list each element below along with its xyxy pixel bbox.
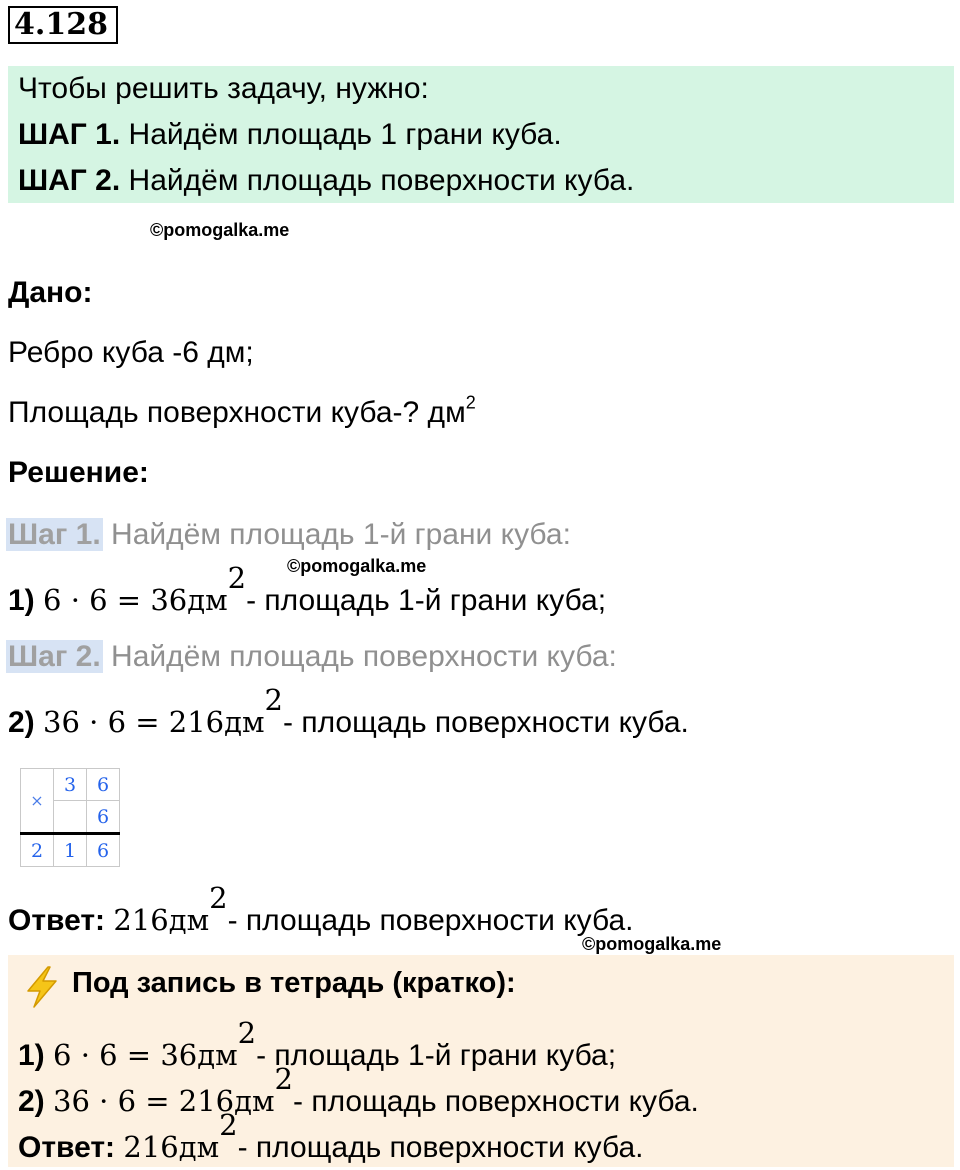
solution-line-1-expression: 6 · 6 = 36дм [43,582,228,617]
notes-box [8,955,954,1167]
solution-step-1-text: Найдём площадь 1-й грани куба: [111,518,571,551]
notes-line-1 [18,1016,617,1073]
calc-empty-cell [54,801,87,834]
plan-step-2-label: ШАГ 2. [18,164,121,197]
solution-line-1-exponent: 2 [227,561,247,595]
answer-text: - площадь поверхности куба. [227,903,634,937]
watermark-2: ©pomogalka.me [287,556,427,576]
solution-step-2-label: Шаг 2. [8,640,101,673]
plan-step-1-text: Найдём площадь 1 грани куба. [128,118,562,151]
solution-line-1-number: 1) [8,583,35,617]
given-area-exponent: 2 [465,392,476,413]
answer-line [8,881,634,938]
plan-step-2 [18,164,634,198]
plan-step-2-text: Найдём площадь поверхности куба. [128,164,635,197]
calc-digit: 3 [54,769,87,801]
given-area-question [8,392,476,430]
watermark-1: ©pomogalka.me [150,220,290,240]
solution-line-2-text: - площадь поверхности куба. [283,705,689,739]
given-heading: Дано: [8,276,93,309]
notes-answer-expression: 216дм [123,1129,220,1164]
plan-step-1 [18,118,562,152]
solution-step-1 [6,518,571,552]
calc-result-digit: 6 [87,834,120,867]
calc-result-digit: 2 [21,834,54,867]
notes-line-1-number: 1) [18,1038,45,1072]
notes-answer [18,1108,644,1165]
notes-line-2-expression: 36 · 6 = 216дм [53,1083,275,1118]
solution-line-2-number: 2) [8,705,35,739]
problem-number: 4.128 [8,6,118,44]
calc-digit: 6 [87,801,120,834]
notes-answer-exponent: 2 [219,1108,238,1142]
plan-box [8,66,954,203]
notes-line-2 [18,1062,699,1119]
answer-label: Ответ: [8,903,106,937]
notes-line-1-exponent: 2 [237,1016,257,1050]
solution-step-1-label: Шаг 1. [8,518,101,551]
lightning-icon [20,965,64,1017]
solution-step-2-text: Найдём площадь поверхности куба: [111,640,617,673]
notes-heading: Под запись в тетрадь (кратко): [72,967,516,999]
column-multiplication [20,768,120,867]
solution-step-2 [6,640,617,674]
solution-line-2-exponent: 2 [264,683,283,717]
notes-line-1-text: - площадь 1-й грани куба; [256,1038,617,1072]
answer-exponent: 2 [209,881,228,915]
plan-step-1-label: ШАГ 1. [18,118,121,151]
given-area-text: Площадь поверхности куба-? дм [8,396,466,429]
solution-line-2 [8,683,689,740]
watermark-3: ©pomogalka.me [582,934,722,954]
notes-line-2-number: 2) [18,1084,45,1118]
answer-expression: 216дм [113,902,210,937]
given-edge: Ребро куба -6 дм; [8,336,254,369]
notes-answer-label: Ответ: [18,1130,116,1164]
plan-intro: Чтобы решить задачу, нужно: [18,72,429,105]
multiply-sign: × [21,769,54,834]
solution-line-1-text: - площадь 1-й грани куба; [246,583,607,617]
notes-line-2-text: - площадь поверхности куба. [293,1084,699,1118]
notes-line-1-expression: 6 · 6 = 36дм [53,1037,238,1072]
calc-result-digit: 1 [54,834,87,867]
notes-answer-text: - площадь поверхности куба. [237,1130,644,1164]
solution-line-2-expression: 36 · 6 = 216дм [43,704,265,739]
notes-line-2-exponent: 2 [274,1062,293,1096]
solution-heading: Решение: [8,456,149,489]
calc-digit: 6 [87,769,120,801]
